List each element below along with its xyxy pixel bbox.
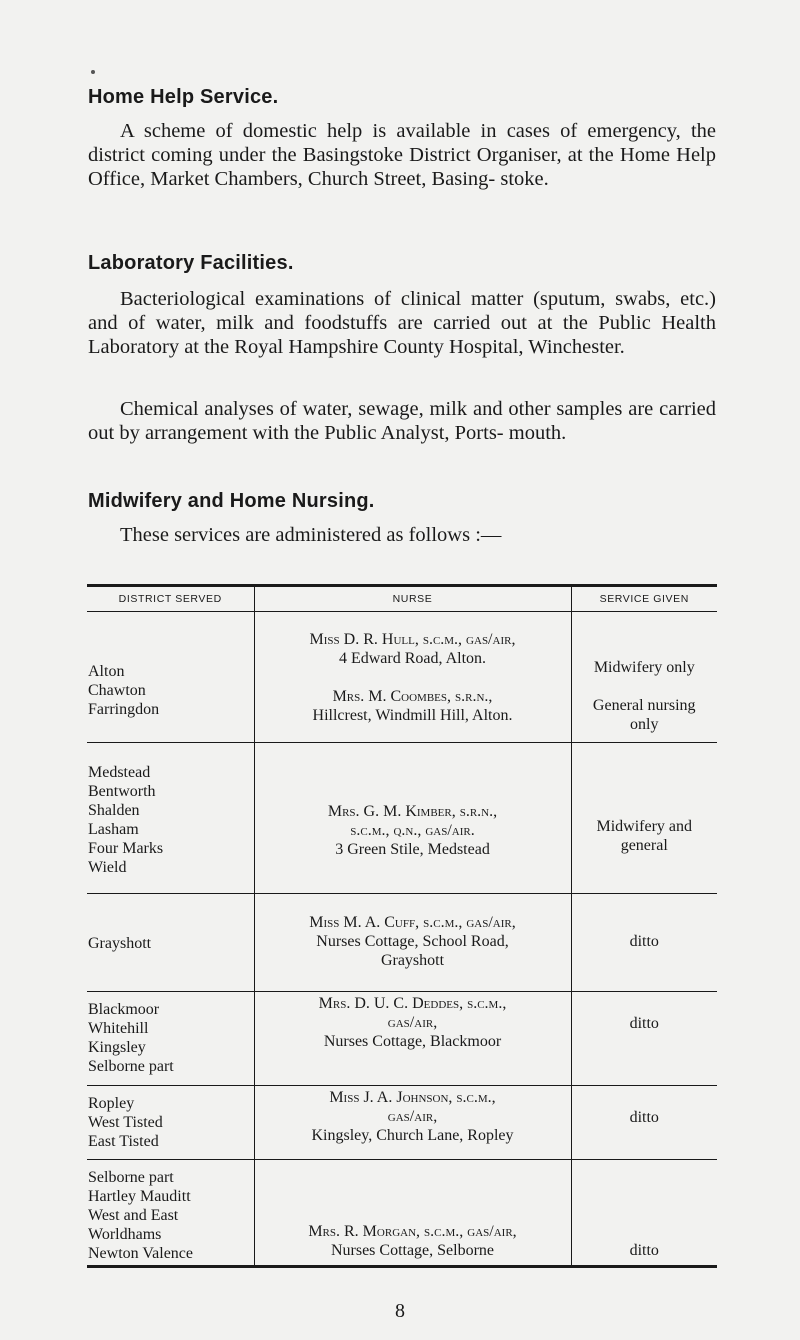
- service-text: only: [630, 716, 659, 733]
- nurse-address: Kingsley, Church Lane, Ropley: [311, 1127, 514, 1144]
- table-row: [87, 743, 717, 894]
- paragraph-text: Chemical analyses of water, sewage, milk and other samples are carried out by arrangement with the Public Analyst, Ports- mouth.: [88, 398, 716, 444]
- nurse-address: 3 Green Stile, Medstead: [335, 841, 490, 858]
- table-row: [87, 894, 717, 992]
- district-name: Grayshott: [88, 935, 152, 952]
- district-name: Hartley Mauditt: [88, 1188, 191, 1205]
- nurse-name: Miss D. R. Hull, s.c.m., gas/air,: [309, 631, 516, 648]
- paragraph-laboratory-2: [88, 397, 716, 445]
- nurse-cell: [254, 743, 571, 894]
- district-name: Ropley: [88, 1095, 135, 1112]
- service-text: ditto: [629, 1109, 659, 1126]
- table-row: [87, 992, 717, 1086]
- district-name: West Tisted: [88, 1114, 163, 1131]
- district-name: Newton Valence: [88, 1245, 193, 1262]
- paragraph-home-help: [88, 119, 716, 191]
- district-name: West and East: [88, 1207, 179, 1224]
- header-nurse: NURSE: [254, 586, 571, 612]
- paragraph-laboratory-1: [88, 287, 716, 359]
- service-cell: [571, 743, 717, 894]
- district-name: Worldhams: [88, 1226, 162, 1243]
- service-text: ditto: [629, 933, 659, 950]
- district-name: Kingsley: [88, 1039, 146, 1056]
- bullet-mark: [91, 70, 95, 74]
- district-name: Four Marks: [88, 840, 164, 857]
- district-cell: [87, 743, 254, 894]
- district-name: Whitehill: [88, 1020, 149, 1037]
- heading-laboratory: Laboratory Facilities.: [88, 252, 294, 274]
- nurse-address: Nurses Cottage, Selborne: [330, 1242, 495, 1259]
- service-cell: [571, 1160, 717, 1267]
- district-cell: [87, 992, 254, 1086]
- nurse-qualifications: s.c.m., q.n., gas/air.: [350, 822, 475, 839]
- nurse-cell: [254, 1160, 571, 1267]
- header-district: DISTRICT SERVED: [118, 592, 222, 605]
- nurse-name: Mrs. M. Coombes, s.r.n.,: [332, 688, 493, 705]
- service-cell: [571, 894, 717, 992]
- service-text: General nursing: [592, 697, 696, 714]
- district-name: Wield: [88, 859, 127, 876]
- paragraph-midwifery: [88, 523, 716, 547]
- district-name: Shalden: [88, 802, 140, 819]
- nurse-name: Mrs. G. M. Kimber, s.r.n.,: [327, 803, 498, 820]
- spacer: [572, 677, 718, 696]
- nurse-qualifications: gas/air,: [387, 1014, 438, 1031]
- table-header-row: [87, 586, 717, 612]
- district-name: Lasham: [88, 821, 139, 838]
- nurse-address: Nurses Cottage, Blackmoor: [323, 1033, 502, 1050]
- district-name: Blackmoor: [88, 1001, 160, 1018]
- paragraph-text: These services are administered as follows :—: [120, 524, 502, 546]
- nurse-address: Nurses Cottage, School Road,: [316, 933, 509, 950]
- service-text: general: [620, 837, 668, 854]
- nurse-address: Hillcrest, Windmill Hill, Alton.: [312, 707, 513, 724]
- nurse-name: Miss M. A. Cuff, s.c.m., gas/air,: [309, 914, 516, 931]
- district-name: Selborne part: [88, 1058, 174, 1075]
- district-cell: [87, 894, 254, 992]
- nurse-cell: [254, 612, 571, 743]
- district-cell: [87, 1086, 254, 1160]
- nurse-name: Miss J. A. Johnson, s.c.m.,: [329, 1089, 496, 1106]
- district-name: Alton: [88, 663, 125, 680]
- district-name: Selborne part: [88, 1169, 174, 1186]
- paragraph-text: Bacteriological examinations of clinical matter (sputum, swabs, etc.) and of water, milk and foodstuffs are carried out at the Public Health Laboratory at the Royal Hampshire County Hospital, Winchester.: [88, 288, 716, 358]
- page-number: 8: [395, 1300, 405, 1322]
- district-name: Medstead: [88, 764, 151, 781]
- district-name: East Tisted: [88, 1133, 159, 1150]
- district-cell: [87, 612, 254, 743]
- paragraph-text: A scheme of domestic help is available in cases of emergency, the district coming under the Basingstoke District Organiser, at the Home Help Office, Market Chambers, Church Street, Basing- stoke.: [88, 120, 716, 190]
- table-row: [87, 612, 717, 743]
- district-cell: [87, 1160, 254, 1267]
- nurse-address: 4 Edward Road, Alton.: [338, 650, 487, 667]
- table-row: [87, 1160, 717, 1267]
- service-cell: [571, 1086, 717, 1160]
- nurse-cell: [254, 894, 571, 992]
- nurse-cell: [254, 1086, 571, 1160]
- service-cell: [571, 992, 717, 1086]
- service-text: ditto: [629, 1015, 659, 1032]
- service-cell: [571, 612, 717, 743]
- table-row: [87, 1086, 717, 1160]
- heading-midwifery: Midwifery and Home Nursing.: [88, 490, 375, 512]
- nurse-address: Grayshott: [380, 952, 445, 969]
- service-text: Midwifery only: [593, 659, 695, 676]
- district-name: Chawton: [88, 682, 146, 699]
- nurse-cell: [254, 992, 571, 1086]
- nurse-name: Mrs. R. Morgan, s.c.m., gas/air,: [308, 1223, 517, 1240]
- nurse-qualifications: gas/air,: [387, 1108, 438, 1125]
- district-name: Bentworth: [88, 783, 156, 800]
- district-name: Farringdon: [88, 701, 160, 718]
- service-text: Midwifery and: [596, 818, 693, 835]
- header-service: SERVICE GIVEN: [599, 592, 689, 605]
- services-table: [87, 584, 717, 1268]
- spacer: [255, 668, 571, 687]
- heading-home-help: Home Help Service.: [88, 86, 279, 108]
- service-text: ditto: [629, 1242, 659, 1259]
- nurse-name: Mrs. D. U. C. Deddes, s.c.m.,: [318, 995, 507, 1012]
